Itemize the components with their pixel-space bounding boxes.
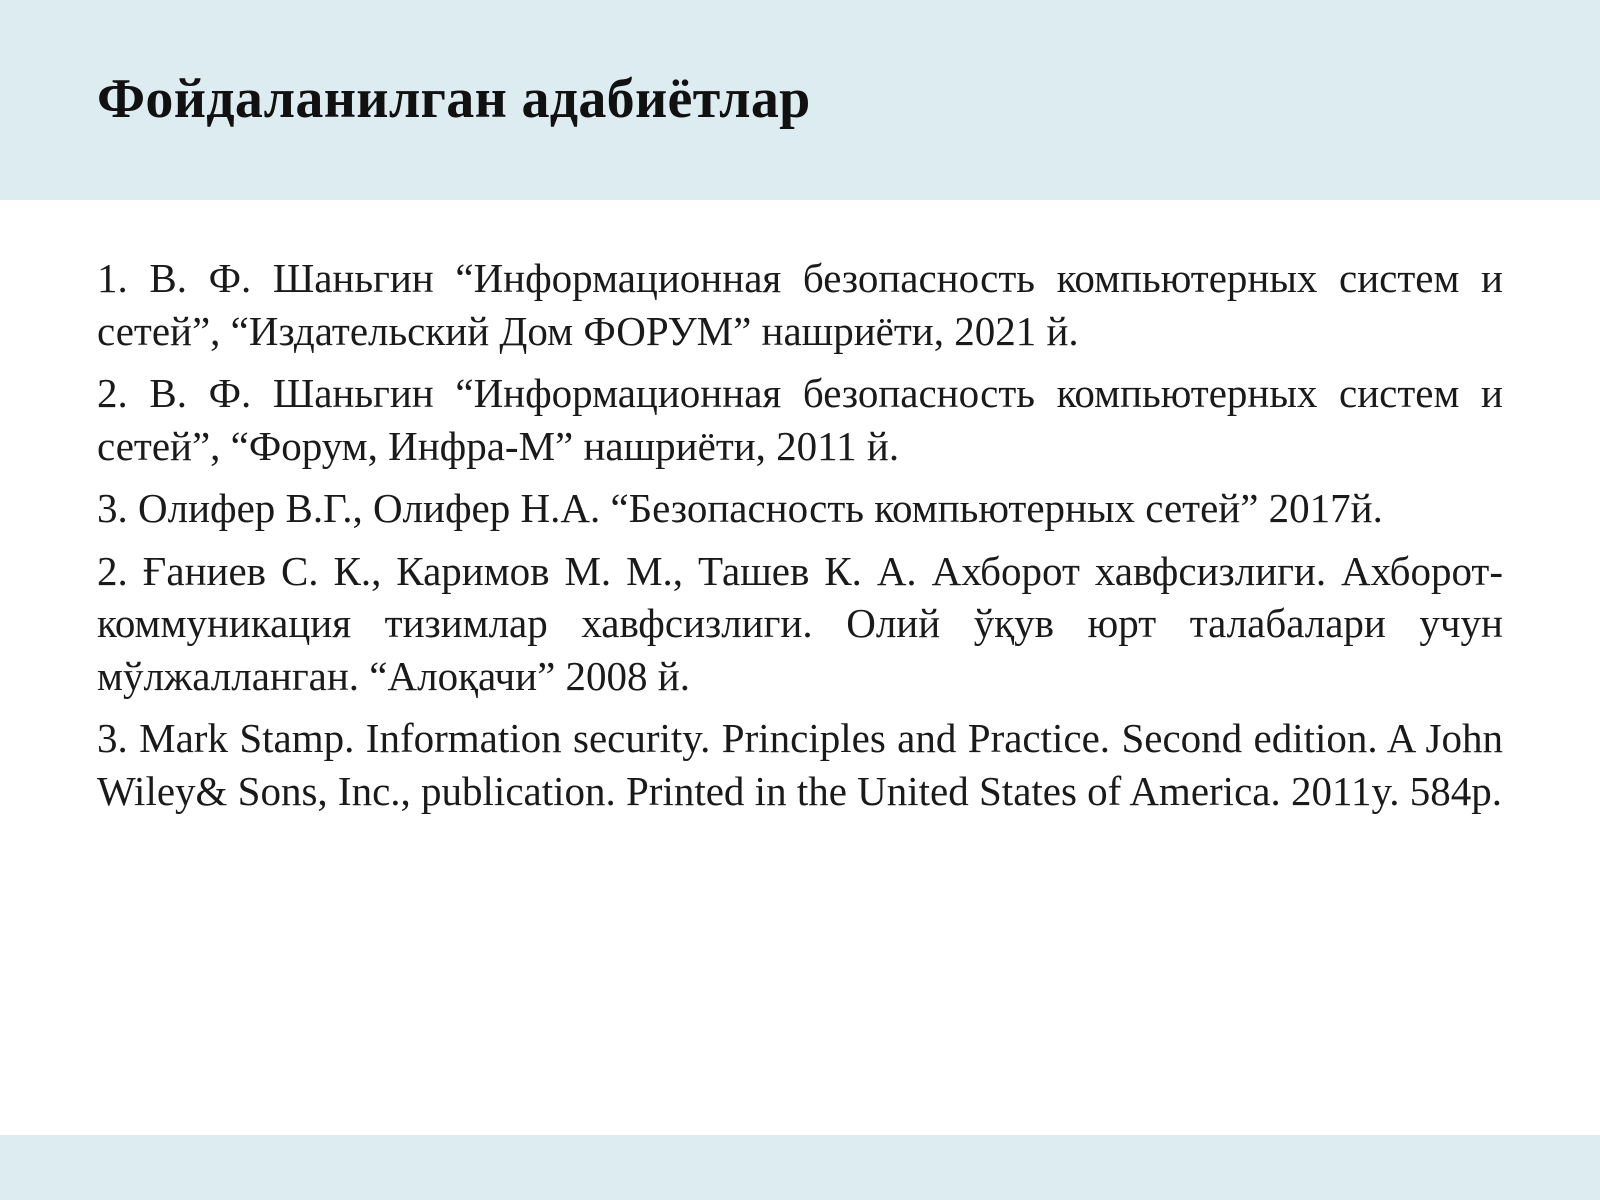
header-band [0,0,1600,200]
reference-list [97,252,1503,817]
slide-title: Фойдаланилган адабиётлар [97,68,811,130]
reference-item: 3. Олифер В.Г., Олифер Н.А. “Безопасность компьютерных сетей” 2017й. [97,485,1383,531]
references-section [97,252,1503,827]
reference-item: 1. В. Ф. Шаньгин “Информационная безопасность компьютерных систем и сетей”, “Издательский Дом ФОРУМ” нашриёти, 2021 й. [97,255,1503,354]
reference-item: 2. В. Ф. Шаньгин “Информационная безопасность компьютерных систем и сетей”, “Форум, Инфра-М” нашриёти, 2011 й. [97,370,1503,469]
reference-item: 3. Mark Stamp. Information security. Principles and Practice. Second edition. A John Wiley& Sons, Inc., publication. Printed in the United States of America. 2011y. 584p. [97,715,1503,814]
reference-item: 2. Ғаниев С. К., Каримов М. М., Ташев К. А. Ахборот хавфсизлиги. Ахборот-коммуникация тизимлар хавфсизлиги. Олий ўқув юрт талабалари учун мўлжалланган. “Алоқачи” 2008 й. [97,547,1503,699]
footer-band [0,1135,1600,1200]
